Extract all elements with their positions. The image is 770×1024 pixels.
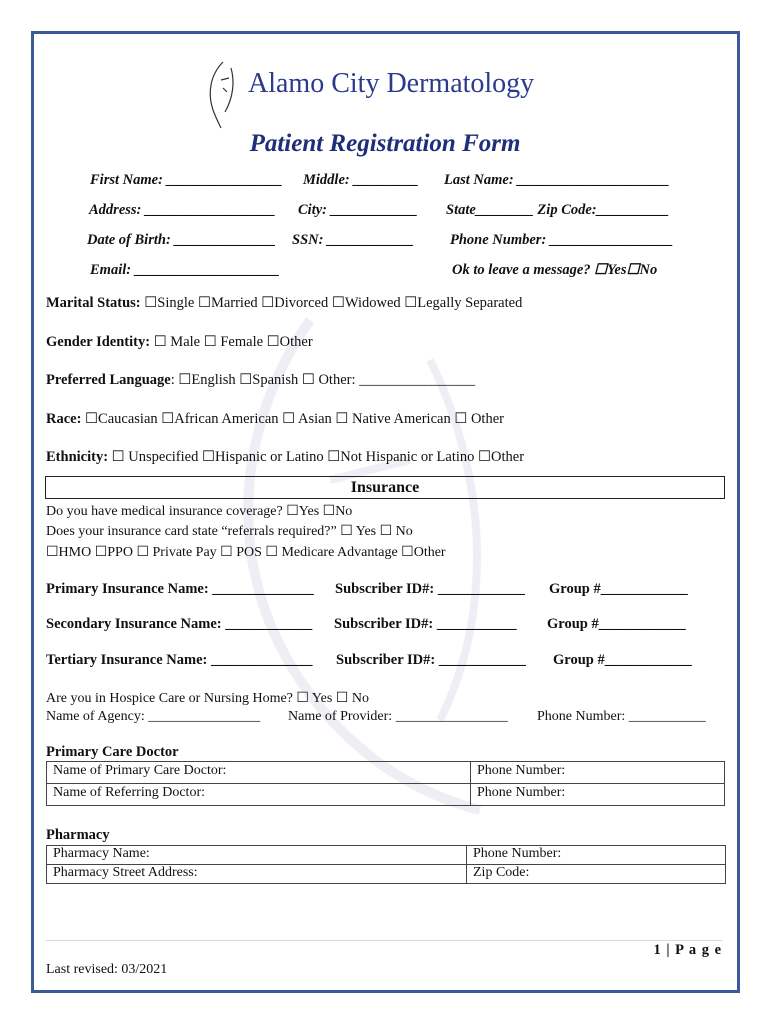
table-row <box>47 762 725 784</box>
table-row <box>47 784 725 806</box>
brand-name: Alamo City Dermatology <box>248 68 535 99</box>
page-number: 1 | P a g e <box>653 942 722 958</box>
pharmacy-table <box>46 845 726 884</box>
first-name-field[interactable]: First Name: ________________ <box>90 172 283 188</box>
footer-divider <box>46 940 722 941</box>
primary-care-table <box>46 761 725 806</box>
pharmacy-address-field[interactable]: Pharmacy Street Address: <box>47 865 467 884</box>
secondary-group-field[interactable]: Group #____________ <box>547 616 686 632</box>
pharmacy-zip-field[interactable]: Zip Code: <box>467 865 726 884</box>
marital-status-options[interactable]: ☐Single ☐Married ☐Divorced ☐Widowed ☐Legally Separated <box>140 295 523 311</box>
marital-status-line[interactable] <box>46 295 522 312</box>
referring-doctor-field[interactable]: Name of Referring Doctor: <box>47 784 471 806</box>
agency-phone-field[interactable]: Phone Number: ___________ <box>537 709 706 724</box>
dob-field[interactable]: Date of Birth: ______________ <box>87 232 276 248</box>
preferred-language-label: Preferred Language <box>46 372 171 388</box>
ethnicity-line[interactable] <box>46 449 524 466</box>
gender-identity-label: Gender Identity: <box>46 334 151 350</box>
hospice-question[interactable]: Are you in Hospice Care or Nursing Home? ☐ Yes ☐ No <box>46 691 369 706</box>
insurance-coverage-question[interactable]: Do you have medical insurance coverage? ☐Yes ☐No <box>46 504 353 519</box>
ethnicity-options[interactable]: ☐ Unspecified ☐Hispanic or Latino ☐Not Hispanic or Latino ☐Other <box>108 449 525 465</box>
marital-status-label: Marital Status: <box>46 295 141 311</box>
ethnicity-label: Ethnicity: <box>46 449 109 465</box>
ok-message-field[interactable]: Ok to leave a message? ☐Yes☐No <box>452 262 658 278</box>
city-field[interactable]: City: ____________ <box>298 202 418 218</box>
pharmacy-phone-field[interactable]: Phone Number: <box>467 846 726 865</box>
primary-care-doctor-field[interactable]: Name of Primary Care Doctor: <box>47 762 471 784</box>
gender-identity-line[interactable] <box>46 334 313 351</box>
race-label: Race: <box>46 411 82 427</box>
logo-icon <box>203 58 243 130</box>
secondary-subscriber-id-field[interactable]: Subscriber ID#: ___________ <box>334 616 517 632</box>
gender-identity-options[interactable]: ☐ Male ☐ Female ☐Other <box>150 334 313 350</box>
primary-care-heading: Primary Care Doctor <box>46 744 179 760</box>
table-row <box>47 846 726 865</box>
state-zip-field[interactable]: State________ Zip Code:__________ <box>446 202 670 218</box>
plan-type-options[interactable]: ☐HMO ☐PPO ☐ Private Pay ☐ POS ☐ Medicare Advantage ☐Other <box>46 545 446 560</box>
insurance-heading: Insurance <box>45 476 725 499</box>
primary-subscriber-id-field[interactable]: Subscriber ID#: ____________ <box>335 581 525 597</box>
last-name-field[interactable]: Last Name: _____________________ <box>444 172 670 188</box>
referrals-question[interactable]: Does your insurance card state “referrals required?” ☐ Yes ☐ No <box>46 524 413 539</box>
phone-field[interactable]: Phone Number: _________________ <box>450 232 674 248</box>
preferred-language-line[interactable] <box>46 372 475 389</box>
tertiary-subscriber-id-field[interactable]: Subscriber ID#: ____________ <box>336 652 526 668</box>
middle-name-field[interactable]: Middle: _________ <box>303 172 419 188</box>
pharmacy-heading: Pharmacy <box>46 827 110 843</box>
preferred-language-options[interactable]: : ☐English ☐Spanish ☐ Other: ________________ <box>170 372 476 388</box>
race-line[interactable] <box>46 411 504 428</box>
page-title: Patient Registration Form <box>249 130 521 157</box>
race-options[interactable]: ☐Caucasian ☐African American ☐ Asian ☐ Native American ☐ Other <box>81 411 504 427</box>
primary-group-field[interactable]: Group #____________ <box>549 581 688 597</box>
ssn-field[interactable]: SSN: ____________ <box>292 232 415 248</box>
referring-doctor-phone-field[interactable]: Phone Number: <box>471 784 725 806</box>
agency-name-field[interactable]: Name of Agency: ________________ <box>46 709 261 724</box>
email-field[interactable]: Email: ____________________ <box>90 262 280 278</box>
pharmacy-name-field[interactable]: Pharmacy Name: <box>47 846 467 865</box>
primary-insurance-name-field[interactable]: Primary Insurance Name: ______________ <box>46 581 314 597</box>
address-field[interactable]: Address: __________________ <box>89 202 276 218</box>
last-revised: Last revised: 03/2021 <box>46 962 168 977</box>
primary-care-phone-field[interactable]: Phone Number: <box>471 762 725 784</box>
secondary-insurance-name-field[interactable]: Secondary Insurance Name: ____________ <box>46 616 313 632</box>
table-row <box>47 865 726 884</box>
provider-name-field[interactable]: Name of Provider: ________________ <box>288 709 508 724</box>
tertiary-group-field[interactable]: Group #____________ <box>553 652 692 668</box>
tertiary-insurance-name-field[interactable]: Tertiary Insurance Name: ______________ <box>46 652 313 668</box>
